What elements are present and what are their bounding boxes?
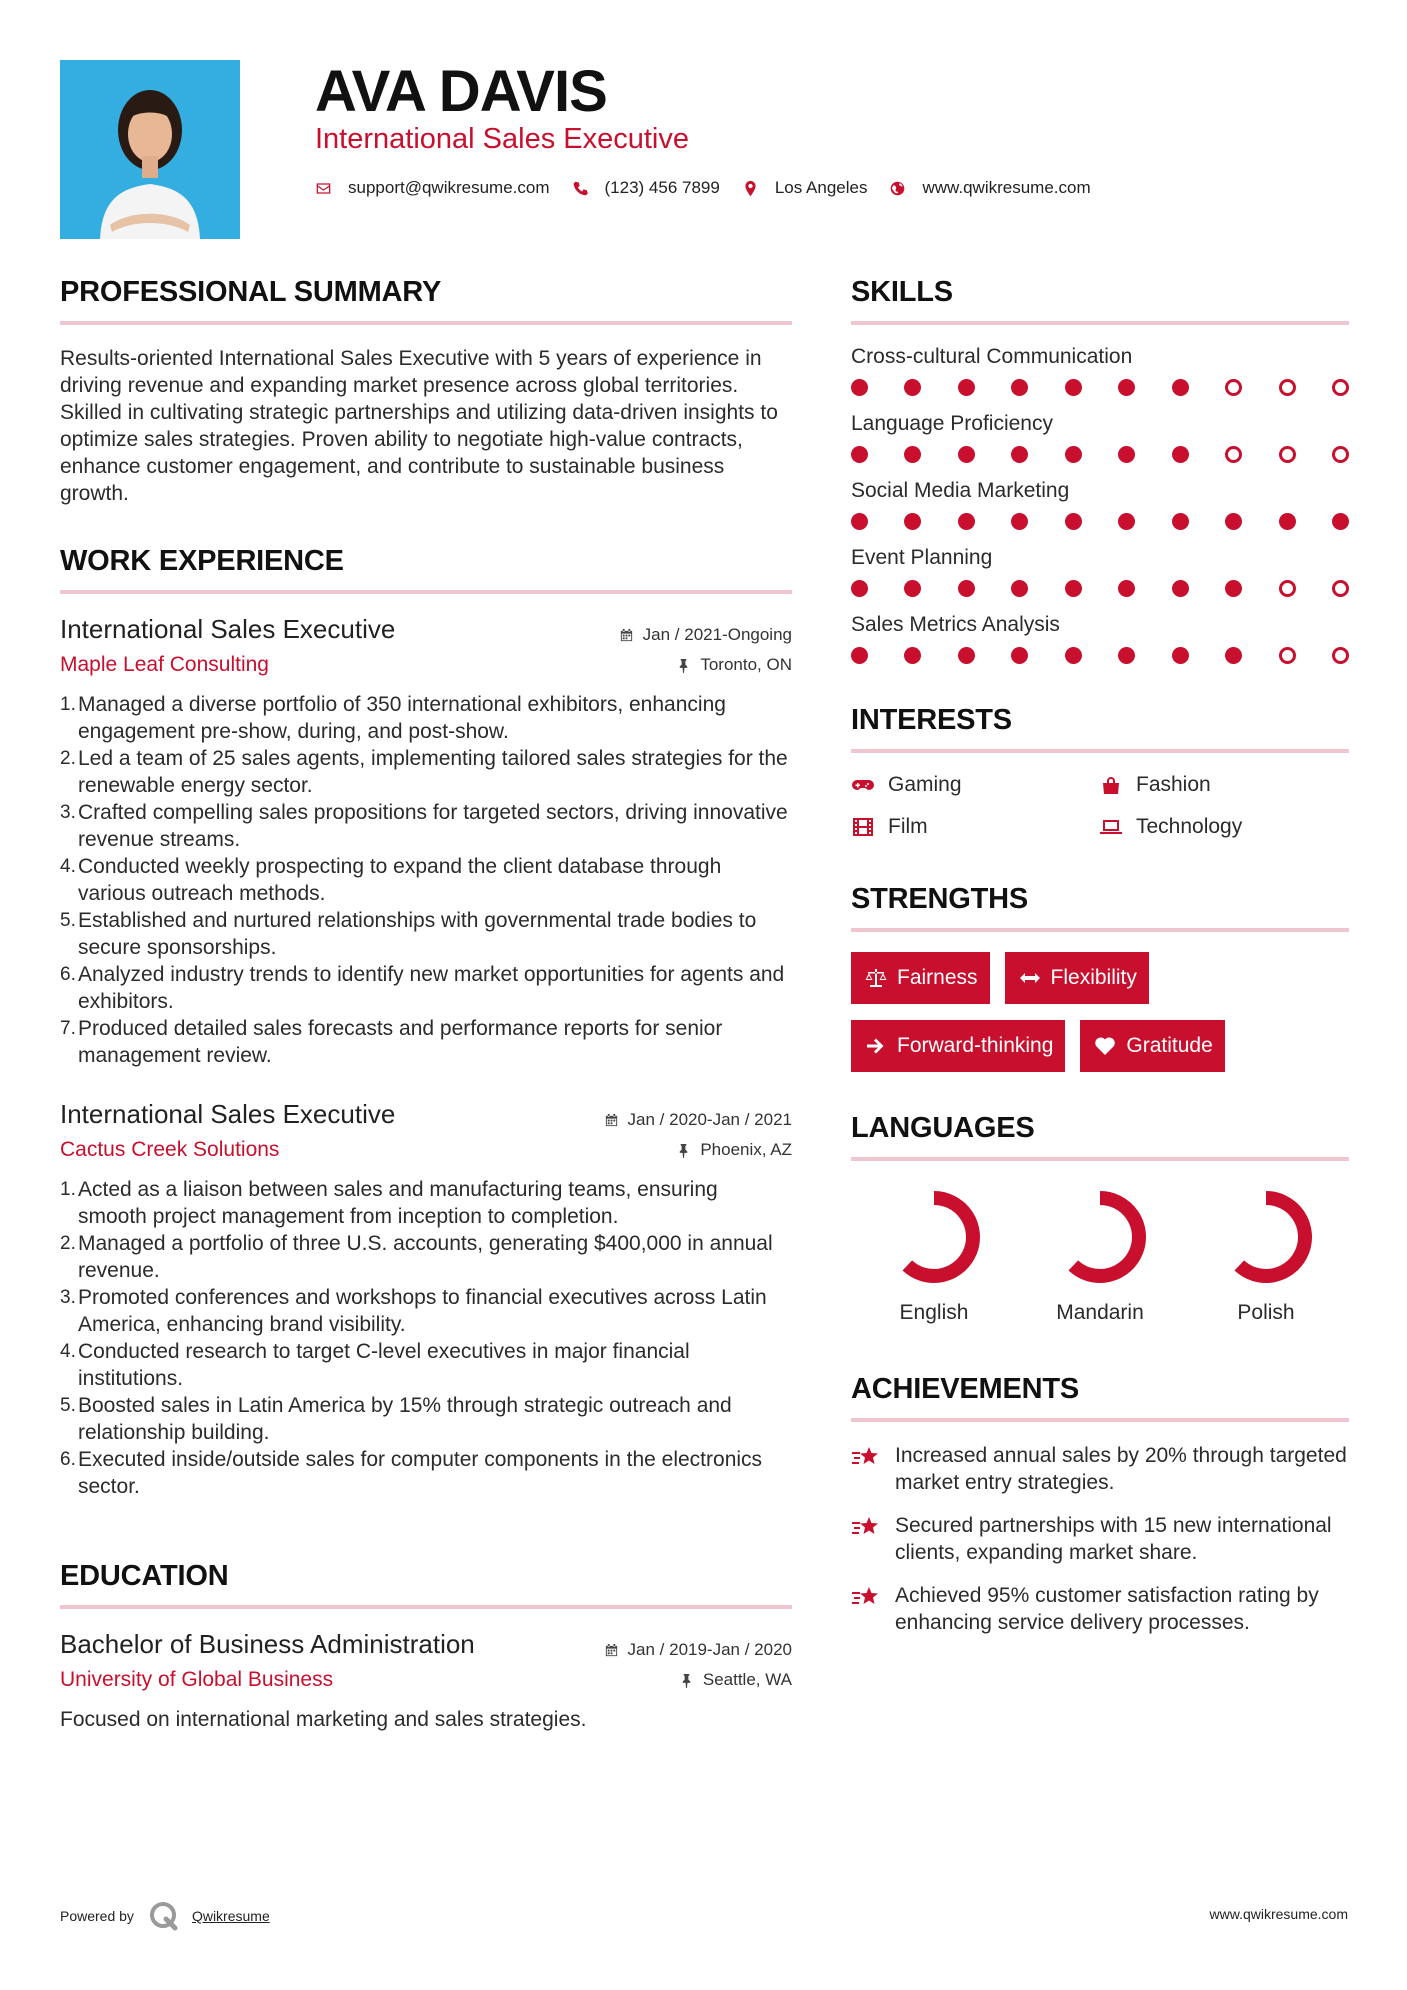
skill-dot-filled: [958, 647, 975, 664]
pushpin-icon: [679, 1673, 694, 1688]
interest-label: Gaming: [888, 773, 962, 796]
skill-dot-filled: [1011, 379, 1028, 396]
skill-rating: [851, 446, 1349, 463]
strength-label: Fairness: [897, 966, 978, 989]
job-company: Maple Leaf Consulting: [60, 653, 269, 676]
language-progress-ring: [1052, 1189, 1148, 1285]
skill-dot-filled: [1011, 513, 1028, 530]
list-item: Managed a portfolio of three U.S. accounts, generating $400,000 in annual revenue.: [78, 1232, 773, 1282]
language-progress-arc: [1239, 1198, 1305, 1276]
skills-section: [851, 276, 1349, 664]
skill-dot-filled: [904, 379, 921, 396]
list-item: Boosted sales in Latin America by 15% through strategic outreach and relationship building.: [78, 1394, 732, 1444]
skills-heading: SKILLS: [851, 276, 1349, 325]
list-item: Crafted compelling sales propositions for targeted sectors, driving innovative revenue streams.: [78, 801, 788, 851]
education-description: Focused on international marketing and sales strategies.: [60, 1708, 587, 1731]
skill-dot-filled: [1065, 379, 1082, 396]
skill-dot-empty: [1279, 379, 1296, 396]
skill-dot-filled: [1065, 446, 1082, 463]
strength-tag: [1080, 1020, 1224, 1072]
candidate-title: International Sales Executive: [315, 123, 689, 155]
education-heading: EDUCATION: [60, 1560, 792, 1609]
interest-item: [851, 773, 1099, 797]
job-location: [676, 1140, 792, 1160]
pushpin-icon: [676, 1143, 691, 1158]
language-item: [1017, 1189, 1183, 1325]
footer-powered-by: [60, 1900, 270, 1932]
skill-dot-filled: [851, 647, 868, 664]
shooting-star-icon: [851, 1584, 883, 1610]
interest-item: [851, 815, 1099, 839]
skill-dot-empty: [1279, 580, 1296, 597]
education-date: [604, 1640, 792, 1660]
skill-rating: [851, 513, 1349, 530]
skill-item: [851, 479, 1349, 530]
skill-dot-filled: [1225, 580, 1242, 597]
arrows-horizontal-icon: [1019, 968, 1041, 988]
skill-dot-empty: [1332, 647, 1349, 664]
job-title: International Sales Executive: [60, 1099, 396, 1129]
skill-dot-filled: [958, 580, 975, 597]
achievement-text: Secured partnerships with 15 new international clients, expanding market share.: [895, 1514, 1332, 1564]
strength-label: Gratitude: [1126, 1034, 1213, 1057]
skill-dot-filled: [1011, 647, 1028, 664]
language-progress-arc: [907, 1198, 973, 1276]
skill-dot-filled: [1011, 580, 1028, 597]
strengths-section: [851, 883, 1349, 1072]
skill-dot-filled: [851, 580, 868, 597]
skill-dot-filled: [1225, 513, 1242, 530]
skill-dot-filled: [1172, 379, 1189, 396]
interests-section: [851, 704, 1349, 839]
summary-section: [60, 276, 792, 507]
achievement-text: Increased annual sales by 20% through targeted market entry strategies.: [895, 1444, 1347, 1494]
shooting-star-icon: [851, 1514, 883, 1540]
job-date: [619, 625, 792, 645]
skill-dot-empty: [1279, 647, 1296, 664]
language-name: English: [899, 1301, 969, 1324]
skill-dot-empty: [1332, 580, 1349, 597]
job-location: [676, 655, 792, 675]
calendar-icon: [619, 628, 634, 643]
skill-dot-filled: [904, 446, 921, 463]
skills-list: [851, 345, 1349, 664]
list-item: Analyzed industry trends to identify new market opportunities for agents and exhibitors.: [78, 963, 785, 1013]
phone-text: (123) 456 7899: [604, 178, 720, 197]
skill-item: [851, 412, 1349, 463]
summary-text: Results-oriented International Sales Executive with 5 years of experience in driving revenue and expanding market presence across global territories. Skilled in cultivating strategic partnerships and utilizing data-driven insights to optimize sales strategies. Proven ability to negotiate high-value contracts, enhance customer engagement, and contribute to sustainable business growth.: [60, 347, 778, 505]
job-date: [604, 1110, 792, 1130]
language-progress-ring: [886, 1189, 982, 1285]
location-text: Los Angeles: [774, 178, 868, 197]
interest-label: Fashion: [1136, 773, 1211, 796]
job-location-text: Toronto, ON: [700, 655, 792, 674]
skill-dot-filled: [904, 513, 921, 530]
education-date-text: Jan / 2019-Jan / 2020: [627, 1640, 792, 1659]
skill-dot-filled: [958, 513, 975, 530]
skill-dot-filled: [1118, 379, 1135, 396]
footer-website[interactable]: www.qwikresume.com: [1209, 1906, 1348, 1922]
achievements-section: [851, 1373, 1349, 1636]
email-text: support@qwikresume.com: [348, 178, 550, 197]
left-column: [60, 276, 792, 1732]
arrow-right-icon: [865, 1036, 887, 1056]
job-title: International Sales Executive: [60, 614, 396, 644]
job-entry: [60, 614, 792, 1069]
summary-heading: PROFESSIONAL SUMMARY: [60, 276, 792, 325]
skill-dot-filled: [1118, 580, 1135, 597]
school-name: University of Global Business: [60, 1668, 334, 1691]
skill-dot-filled: [958, 379, 975, 396]
pushpin-icon: [676, 658, 691, 673]
list-item: Promoted conferences and workshops to financial executives across Latin America, enhancing brand visibility.: [78, 1286, 767, 1336]
skill-dot-filled: [1225, 647, 1242, 664]
list-item: Executed inside/outside sales for computer components in the electronics sector.: [78, 1448, 763, 1498]
list-item: Produced detailed sales forecasts and performance reports for senior management review.: [78, 1017, 723, 1067]
calendar-icon: [604, 1643, 619, 1658]
profile-photo: [60, 60, 240, 239]
job-bullets: [60, 691, 792, 1069]
skill-rating: [851, 647, 1349, 664]
language-item: [1183, 1189, 1349, 1325]
skill-dot-filled: [1172, 647, 1189, 664]
achievement-item: [851, 1582, 1349, 1636]
laptop-icon: [1099, 817, 1123, 837]
skill-dot-filled: [904, 647, 921, 664]
language-item: [851, 1189, 1017, 1325]
calendar-icon: [604, 1113, 619, 1128]
job-date-text: Jan / 2020-Jan / 2021: [627, 1110, 792, 1129]
list-item: Conducted weekly prospecting to expand the client database through various outreach methods.: [78, 855, 722, 905]
interest-label: Film: [888, 815, 928, 838]
globe-icon: [889, 180, 906, 197]
skill-dot-filled: [1065, 580, 1082, 597]
skill-name: Language Proficiency: [851, 412, 1053, 435]
skill-dot-filled: [1065, 647, 1082, 664]
candidate-name: AVA DAVIS: [315, 59, 607, 124]
skill-dot-filled: [904, 580, 921, 597]
achievements-heading: ACHIEVEMENTS: [851, 1373, 1349, 1422]
skill-dot-filled: [1065, 513, 1082, 530]
education-location-text: Seattle, WA: [702, 1670, 792, 1689]
interests-heading: INTERESTS: [851, 704, 1349, 753]
skill-dot-filled: [1118, 446, 1135, 463]
languages-section: [851, 1112, 1349, 1325]
achievement-item: [851, 1442, 1349, 1496]
skill-dot-filled: [1172, 446, 1189, 463]
job-location-text: Phoenix, AZ: [700, 1140, 792, 1159]
envelope-icon: [315, 180, 332, 197]
gamepad-icon: [851, 775, 875, 795]
skill-dot-filled: [1332, 513, 1349, 530]
list-item: Managed a diverse portfolio of 350 international exhibitors, enhancing engagement pre-show, during, and post-show.: [78, 693, 726, 743]
shopping-bag-icon: [1099, 775, 1123, 795]
skill-dot-filled: [958, 446, 975, 463]
phone-icon: [572, 180, 589, 197]
strength-label: Flexibility: [1050, 966, 1137, 989]
strength-tag: [1005, 952, 1149, 1004]
powered-by-text: Powered by: [60, 1908, 134, 1924]
skill-dot-empty: [1225, 446, 1242, 463]
education-section: [60, 1560, 792, 1732]
interest-label: Technology: [1136, 815, 1243, 838]
skill-name: Event Planning: [851, 546, 993, 569]
contact-email[interactable]: [315, 178, 550, 198]
list-item: Acted as a liaison between sales and manufacturing teams, ensuring smooth project management from inception to completion.: [78, 1178, 718, 1228]
skill-item: [851, 546, 1349, 597]
film-icon: [851, 817, 875, 837]
experience-heading: WORK EXPERIENCE: [60, 545, 792, 594]
map-pin-icon: [742, 180, 759, 197]
contact-website[interactable]: [889, 178, 1090, 198]
brand-link[interactable]: Qwikresume: [191, 1908, 270, 1924]
skill-name: Cross-cultural Communication: [851, 345, 1133, 368]
skill-dot-filled: [1118, 647, 1135, 664]
skill-dot-empty: [1225, 379, 1242, 396]
skill-dot-filled: [1118, 513, 1135, 530]
skill-dot-empty: [1279, 446, 1296, 463]
job-entry: [60, 1099, 792, 1500]
interest-item: [1099, 773, 1349, 797]
skill-dot-filled: [1172, 513, 1189, 530]
balance-scale-icon: [865, 968, 887, 988]
skill-dot-filled: [1172, 580, 1189, 597]
education-location: [679, 1670, 792, 1690]
job-date-text: Jan / 2021-Ongoing: [642, 625, 792, 644]
skill-dot-filled: [1279, 513, 1296, 530]
experience-section: [60, 545, 792, 1500]
language-name: Mandarin: [1056, 1301, 1144, 1324]
skill-rating: [851, 379, 1349, 396]
skill-dot-empty: [1332, 379, 1349, 396]
right-column: [851, 276, 1349, 1652]
qwikresume-logo-icon: [148, 1900, 180, 1932]
contact-bar: [315, 178, 1113, 198]
interest-item: [1099, 815, 1349, 839]
list-item: Led a team of 25 sales agents, implementing tailored sales strategies for the renewable energy sector.: [78, 747, 788, 797]
skill-name: Sales Metrics Analysis: [851, 613, 1060, 636]
strength-tag: [851, 952, 990, 1004]
skill-rating: [851, 580, 1349, 597]
strength-tag: [851, 1020, 1065, 1072]
list-item: Established and nurtured relationships with governmental trade bodies to secure sponsorships.: [78, 909, 757, 959]
heart-icon: [1094, 1036, 1116, 1056]
skill-name: Social Media Marketing: [851, 479, 1070, 502]
job-company: Cactus Creek Solutions: [60, 1138, 280, 1161]
website-text: www.qwikresume.com: [922, 178, 1091, 197]
skill-dot-filled: [851, 446, 868, 463]
contact-location: [742, 178, 868, 198]
strength-label: Forward-thinking: [897, 1034, 1054, 1057]
skill-dot-filled: [1011, 446, 1028, 463]
contact-phone[interactable]: [572, 178, 720, 198]
languages-heading: LANGUAGES: [851, 1112, 1349, 1161]
job-bullets: [60, 1176, 792, 1500]
achievement-text: Achieved 95% customer satisfaction rating by enhancing service delivery processes.: [895, 1584, 1319, 1634]
skill-item: [851, 345, 1349, 396]
language-progress-arc: [1073, 1198, 1139, 1276]
skill-dot-empty: [1332, 446, 1349, 463]
achievement-item: [851, 1512, 1349, 1566]
skill-dot-filled: [851, 379, 868, 396]
skill-dot-filled: [851, 513, 868, 530]
degree-title: Bachelor of Business Administration: [60, 1629, 475, 1659]
shooting-star-icon: [851, 1444, 883, 1470]
language-name: Polish: [1237, 1301, 1295, 1324]
language-progress-ring: [1218, 1189, 1314, 1285]
list-item: Conducted research to target C-level executives in major financial institutions.: [78, 1340, 690, 1390]
strengths-heading: STRENGTHS: [851, 883, 1349, 932]
skill-item: [851, 613, 1349, 664]
